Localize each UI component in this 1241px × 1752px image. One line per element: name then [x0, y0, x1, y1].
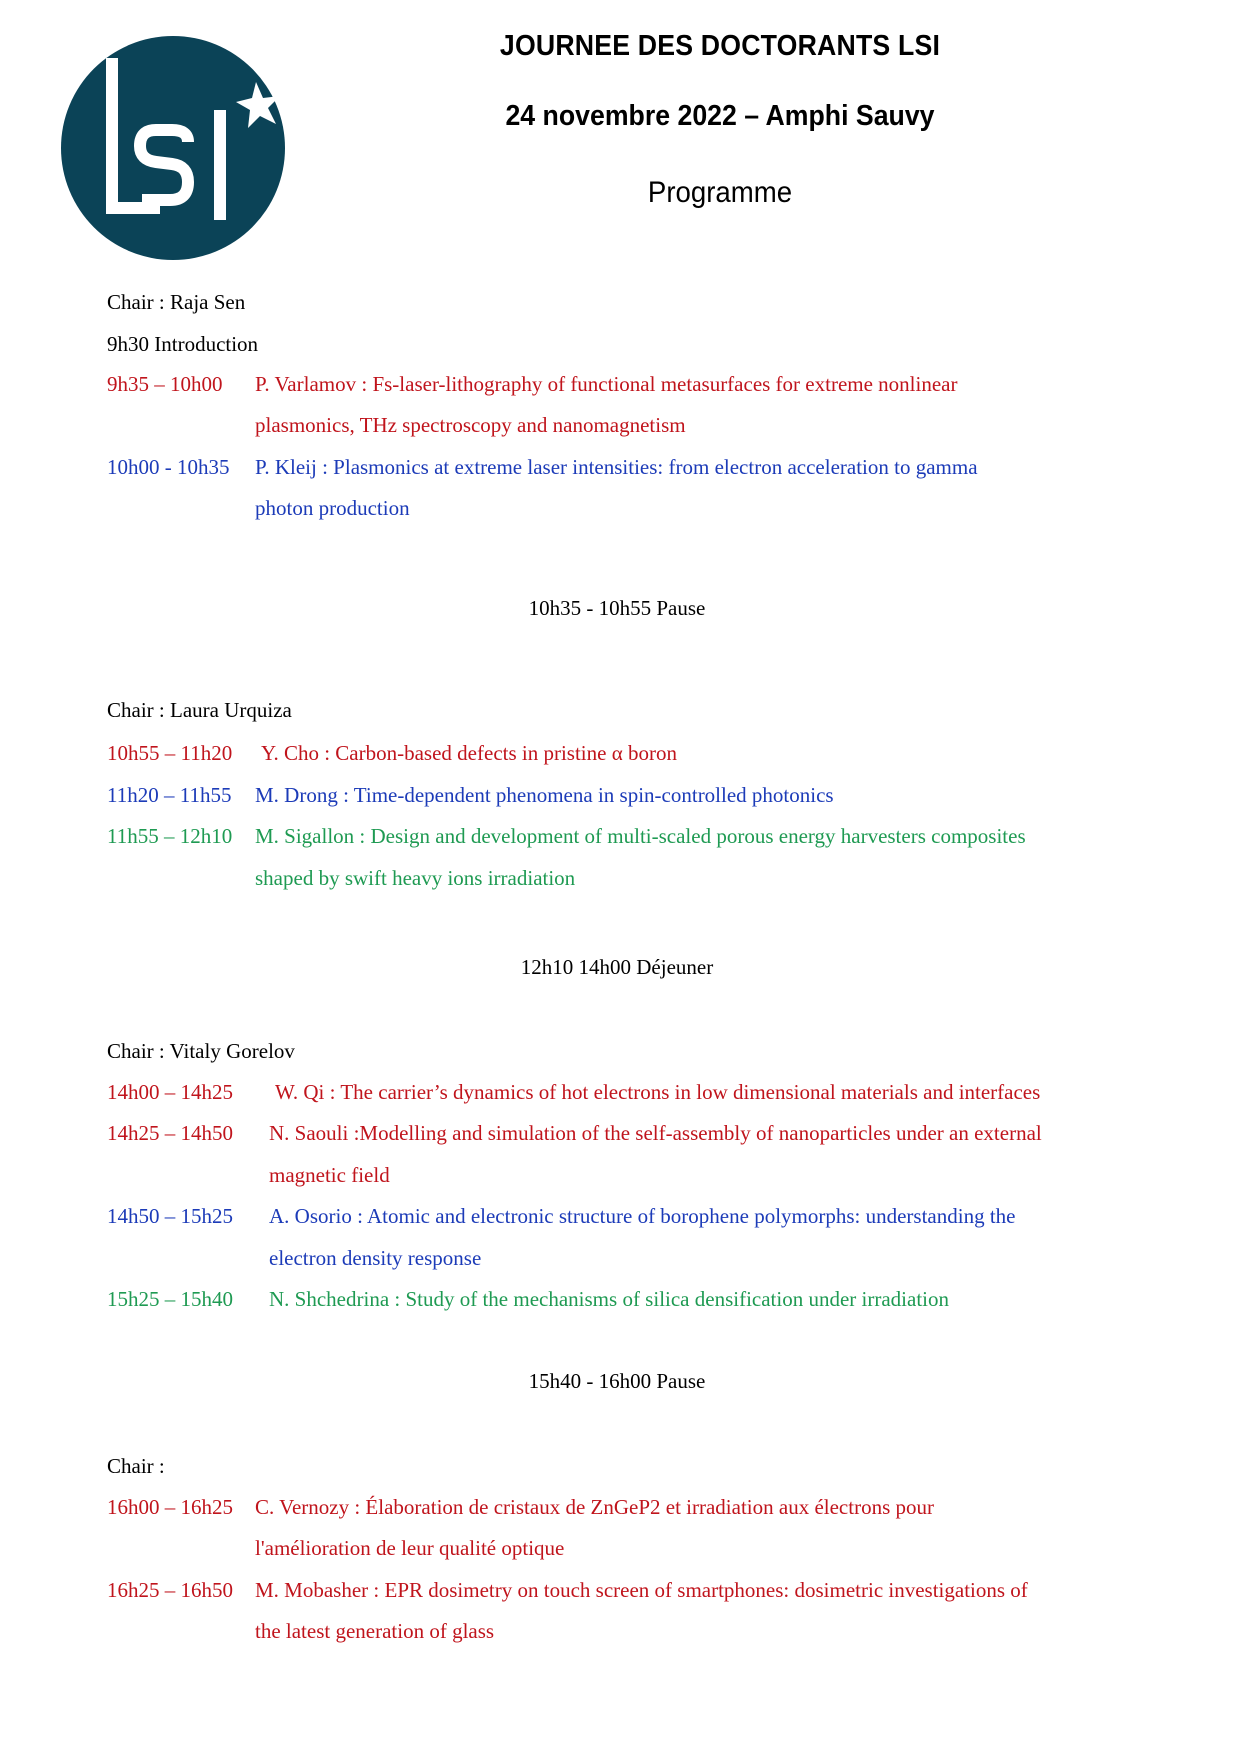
talk-row [107, 1578, 233, 1603]
session-chair: Chair : Laura Urquiza [107, 698, 292, 722]
talk-title: M. Sigallon : Design and development of multi-scaled porous energy harvesters composites [255, 824, 1026, 848]
talk-time: 14h50 – 15h25 [107, 1204, 233, 1228]
event-date: 24 novembre 2022 – Amphi Sauvy [505, 100, 935, 132]
talk-title: M. Mobasher : EPR dosimetry on touch screen of smartphones: dosimetric investigations of [255, 1578, 1028, 1602]
talk-row [107, 824, 232, 849]
talk-title: Y. Cho : Carbon-based defects in pristine α boron [261, 741, 677, 765]
programme-heading: Programme [647, 176, 793, 209]
talk-time: 11h55 – 12h10 [107, 824, 233, 848]
talk-row [107, 783, 231, 808]
talk-time: 14h25 – 14h50 [107, 1121, 233, 1145]
break-item: 12h10 14h00 Déjeuner [520, 955, 714, 979]
talk-title-cont: photon production [255, 496, 410, 520]
talk-title-cont: shaped by swift heavy ions irradiation [255, 866, 576, 890]
break-item: 10h35 - 10h55 Pause [528, 596, 706, 620]
talk-row [107, 741, 232, 766]
talk-title: M. Drong : Time-dependent phenomena in spin-controlled photonics [255, 783, 834, 807]
lsi-logo-icon [60, 30, 300, 260]
talk-time: 16h25 – 16h50 [107, 1578, 233, 1602]
talk-time: 9h35 – 10h00 [107, 372, 223, 396]
talk-row [107, 1204, 233, 1229]
talk-row [107, 1121, 233, 1146]
document-title: JOURNEE DES DOCTORANTS LSI [499, 30, 941, 62]
session-chair: Chair : [107, 1454, 165, 1478]
talk-title-cont: l'amélioration de leur qualité optique [255, 1536, 565, 1560]
talk-time: 10h55 – 11h20 [107, 741, 233, 765]
talk-row [107, 372, 223, 397]
talk-title: N. Saouli :Modelling and simulation of the self-assembly of nanoparticles under an external [269, 1121, 1042, 1145]
talk-time: 10h00 - 10h35 [107, 455, 230, 479]
talk-title-cont: plasmonics, THz spectroscopy and nanomagnetism [255, 413, 686, 437]
break-item: 15h40 - 16h00 Pause [528, 1369, 706, 1393]
session-intro: 9h30 Introduction [107, 332, 259, 356]
talk-title: W. Qi : The carrier’s dynamics of hot electrons in low dimensional materials and interfaces [275, 1080, 1041, 1104]
talk-title: A. Osorio : Atomic and electronic structure of borophene polymorphs: understanding the [269, 1204, 1016, 1228]
talk-title-cont: the latest generation of glass [255, 1619, 495, 1643]
talk-time: 15h25 – 15h40 [107, 1287, 233, 1311]
talk-title-cont: electron density response [269, 1246, 482, 1270]
session-chair: Chair : Raja Sen [107, 290, 246, 314]
talk-row [107, 455, 230, 480]
talk-title: C. Vernozy : Élaboration de cristaux de ZnGeP2 et irradiation aux électrons pour [255, 1495, 934, 1519]
talk-row [107, 1080, 233, 1105]
talk-row [107, 1287, 233, 1312]
talk-title-cont: magnetic field [269, 1163, 390, 1187]
talk-time: 16h00 – 16h25 [107, 1495, 233, 1519]
talk-title: P. Kleij : Plasmonics at extreme laser intensities: from electron acceleration to gamma [255, 455, 978, 479]
talk-time: 11h20 – 11h55 [107, 783, 232, 807]
session-chair: Chair : Vitaly Gorelov [107, 1039, 295, 1063]
talk-time: 14h00 – 14h25 [107, 1080, 233, 1104]
talk-row [107, 1495, 233, 1520]
talk-title: P. Varlamov : Fs-laser-lithography of functional metasurfaces for extreme nonlinear [255, 372, 958, 396]
talk-title: N. Shchedrina : Study of the mechanisms of silica densification under irradiation [269, 1287, 949, 1311]
